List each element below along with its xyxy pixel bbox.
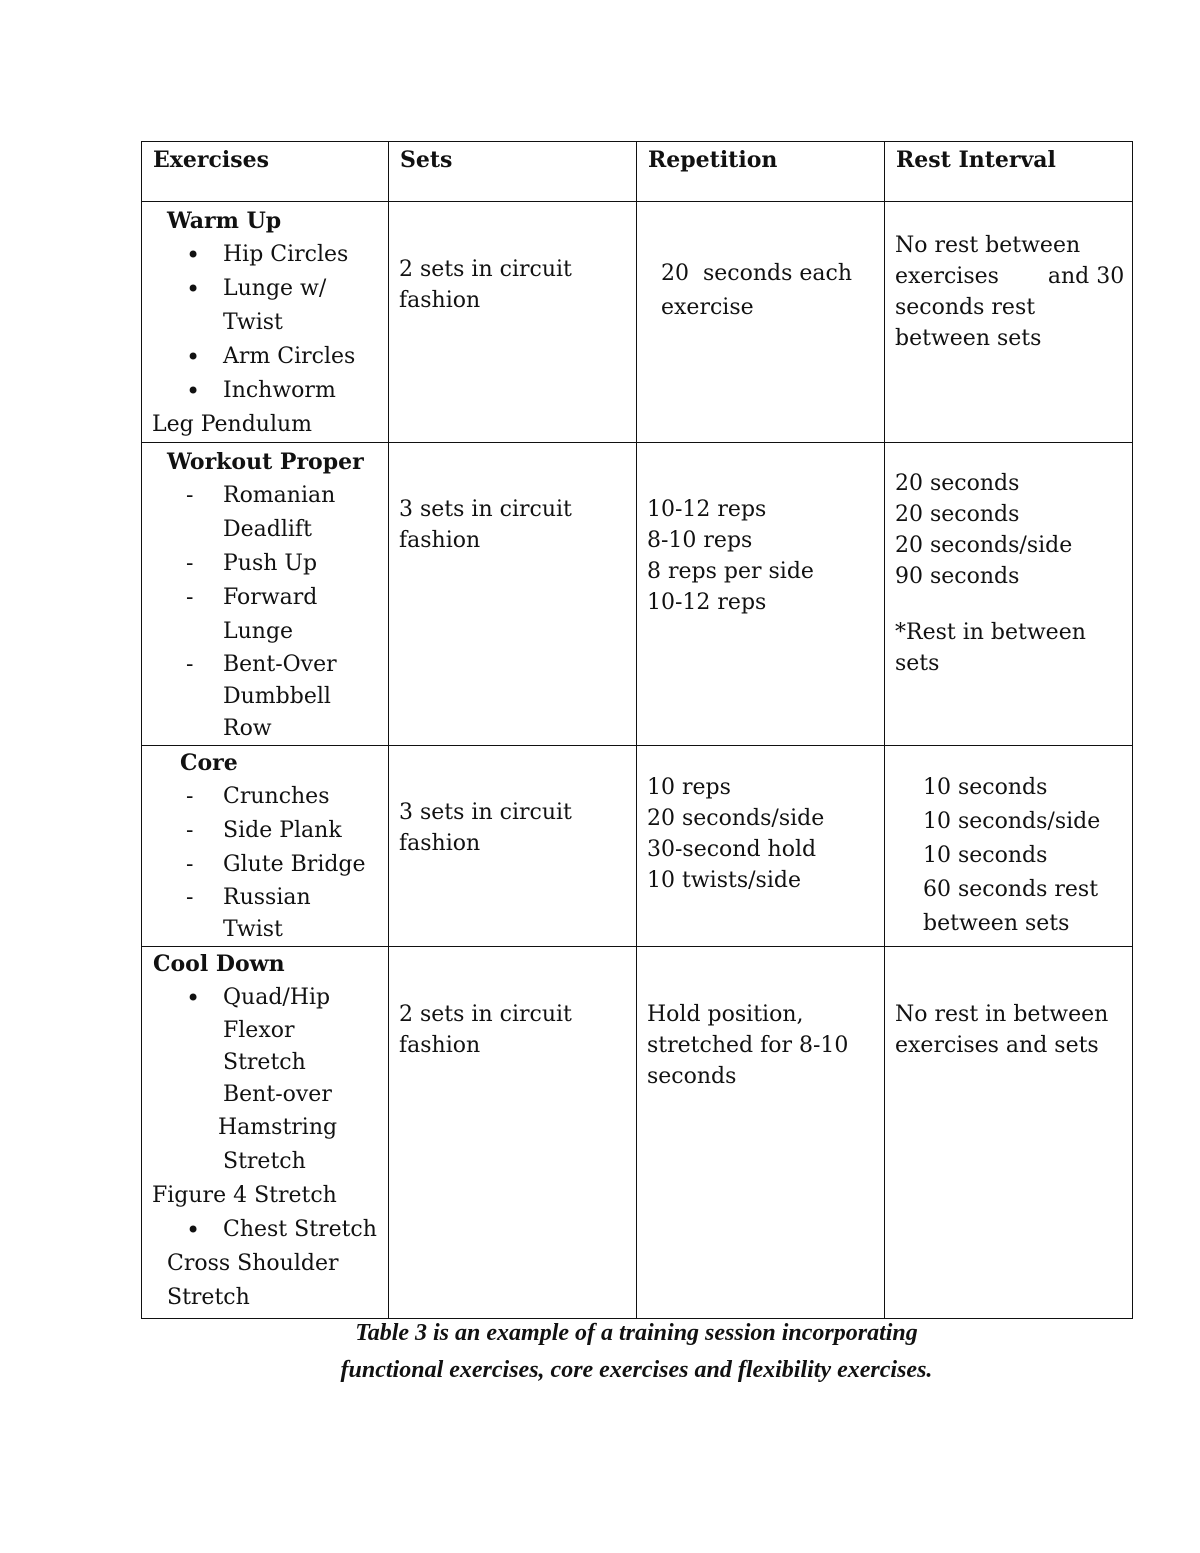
training-table bbox=[141, 141, 1133, 1319]
sets-cell bbox=[389, 202, 637, 443]
rest-line: 20 seconds bbox=[895, 471, 1020, 496]
list-line: Cross Shoulder bbox=[167, 1251, 339, 1276]
exercises-cell bbox=[142, 746, 389, 947]
list-item: • Chest Stretch bbox=[142, 1213, 388, 1247]
list-item: • Quad/Hip bbox=[142, 981, 388, 1015]
list-item-continued: Bent-over bbox=[223, 1082, 332, 1107]
list-line: Leg Pendulum bbox=[152, 412, 313, 437]
list-item-continued: Row bbox=[223, 716, 272, 741]
list-item: • Arm Circles bbox=[142, 340, 388, 374]
table-row bbox=[142, 202, 1133, 443]
list-item: - Push Up bbox=[142, 547, 388, 581]
section-title: Core bbox=[180, 750, 238, 776]
rest-line: between sets bbox=[895, 326, 1042, 351]
list-item-continued: Stretch bbox=[223, 1050, 306, 1075]
list-item: • Lunge w/ bbox=[142, 272, 388, 306]
list-item: - Glute Bridge bbox=[142, 848, 388, 882]
list-item: - Side Plank bbox=[142, 814, 388, 848]
header-exercises bbox=[142, 142, 389, 202]
header-repetition bbox=[637, 142, 885, 202]
header-label: Repetition bbox=[648, 147, 778, 173]
repetition-line: 20 seconds/side bbox=[647, 806, 825, 831]
list-line: Stretch bbox=[167, 1285, 250, 1310]
table-caption-line-2: functional exercises, core exercises and flexibility exercises. bbox=[340, 1357, 933, 1383]
list-item: • Inchworm bbox=[142, 374, 388, 408]
list-item-continued: Twist bbox=[223, 310, 283, 335]
list-item-continued: Deadlift bbox=[223, 517, 312, 542]
rest-line: 10 seconds bbox=[923, 775, 1048, 800]
table-caption-line-1: Table 3 is an example of a training session incorporating bbox=[355, 1320, 918, 1346]
header-sets bbox=[389, 142, 637, 202]
repetition-cell bbox=[637, 746, 885, 947]
list-item-continued: Stretch bbox=[223, 1149, 306, 1174]
rest-line: exercises and 30 bbox=[895, 264, 1125, 289]
sets-line: 3 sets in circuit bbox=[399, 800, 572, 825]
sets-cell bbox=[389, 947, 637, 1319]
section-title: Warm Up bbox=[167, 208, 282, 234]
sets-cell bbox=[389, 746, 637, 947]
repetition-line: 10 reps bbox=[647, 775, 731, 800]
sets-line: fashion bbox=[399, 288, 481, 313]
table-row bbox=[142, 746, 1133, 947]
sets-line: 2 sets in circuit bbox=[399, 1002, 572, 1027]
rest-line: 10 seconds bbox=[923, 843, 1048, 868]
repetition-line: 30-second hold bbox=[647, 837, 817, 862]
table-header-row bbox=[142, 142, 1133, 202]
rest-cell bbox=[885, 443, 1133, 746]
table-row bbox=[142, 443, 1133, 746]
sets-line: 2 sets in circuit bbox=[399, 257, 572, 282]
list-item: - Bent-Over bbox=[142, 649, 388, 681]
list-item-continued: Lunge bbox=[223, 619, 294, 644]
exercises-cell bbox=[142, 202, 389, 443]
header-rest-interval bbox=[885, 142, 1133, 202]
repetition-line: 8 reps per side bbox=[647, 559, 814, 584]
list-item-continued: Twist bbox=[223, 917, 283, 942]
header-label: Exercises bbox=[153, 147, 269, 173]
header-label: Rest Interval bbox=[896, 147, 1056, 173]
rest-line: 10 seconds/side bbox=[923, 809, 1101, 834]
rest-line: seconds rest bbox=[895, 295, 1036, 320]
list-item: - Forward bbox=[142, 581, 388, 615]
rest-cell bbox=[885, 746, 1133, 947]
list-item-continued: Hamstring bbox=[218, 1115, 338, 1140]
rest-line: between sets bbox=[923, 911, 1070, 936]
rest-line: No rest in between bbox=[895, 1002, 1109, 1027]
sets-line: fashion bbox=[399, 831, 481, 856]
repetition-line: Hold position, bbox=[647, 1002, 804, 1027]
rest-line: 20 seconds/side bbox=[895, 533, 1073, 558]
repetition-line: 10-12 reps bbox=[647, 497, 767, 522]
list-item: • Hip Circles bbox=[142, 238, 388, 272]
repetition-cell bbox=[637, 443, 885, 746]
sets-cell bbox=[389, 443, 637, 746]
sets-line: fashion bbox=[399, 1033, 481, 1058]
repetition-cell bbox=[637, 947, 885, 1319]
table-row bbox=[142, 947, 1133, 1319]
rest-cell bbox=[885, 947, 1133, 1319]
rest-line: 90 seconds bbox=[895, 564, 1020, 589]
list-item: - Crunches bbox=[142, 780, 388, 814]
list-line: Figure 4 Stretch bbox=[152, 1183, 337, 1208]
exercises-cell bbox=[142, 443, 389, 746]
list-item: - Romanian bbox=[142, 479, 388, 513]
repetition-cell bbox=[637, 202, 885, 443]
exercises-cell bbox=[142, 947, 389, 1319]
repetition-line: seconds bbox=[647, 1064, 737, 1089]
section-title: Workout Proper bbox=[167, 449, 364, 475]
rest-line: 60 seconds rest bbox=[923, 877, 1099, 902]
list-item-continued: Dumbbell bbox=[223, 684, 331, 709]
rest-line: exercises and sets bbox=[895, 1033, 1099, 1058]
header-label: Sets bbox=[400, 147, 453, 173]
rest-line: 20 seconds bbox=[895, 502, 1020, 527]
repetition-line: stretched for 8-10 bbox=[647, 1033, 849, 1058]
sets-line: fashion bbox=[399, 528, 481, 553]
list-item-continued: Flexor bbox=[223, 1018, 295, 1043]
section-title: Cool Down bbox=[153, 951, 285, 977]
rest-note: *Rest in between bbox=[895, 620, 1086, 645]
repetition-line: 8-10 reps bbox=[647, 528, 753, 553]
repetition-line: exercise bbox=[661, 295, 754, 320]
rest-cell bbox=[885, 202, 1133, 443]
rest-note: sets bbox=[895, 651, 940, 676]
sets-line: 3 sets in circuit bbox=[399, 497, 572, 522]
rest-line: No rest between bbox=[895, 233, 1081, 258]
repetition-line: 10-12 reps bbox=[647, 590, 767, 615]
repetition-line: 10 twists/side bbox=[647, 868, 801, 893]
repetition-line: 20 seconds each bbox=[661, 261, 853, 286]
list-item: - Russian bbox=[142, 882, 388, 914]
